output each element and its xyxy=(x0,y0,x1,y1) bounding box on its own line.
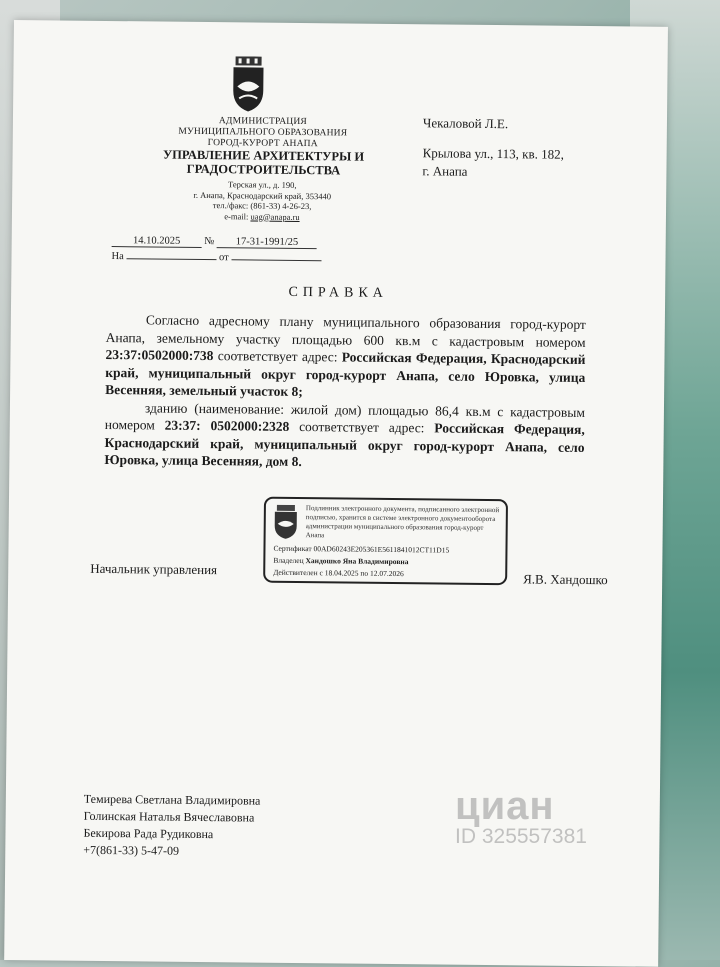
text: соответствует адрес: xyxy=(213,348,342,365)
executors-block xyxy=(83,791,260,861)
registration-date: 14.10.2025 xyxy=(112,235,202,248)
address-line: г. Анапа, Краснодарский край, 353440 xyxy=(193,189,332,201)
text: Согласно адресному плану муниципального образования город-курорт Анапа, земельному участку площадью 600 кв.м с кадастровым номером xyxy=(105,312,586,350)
cadastral-number: 23:37: 0502000:2328 xyxy=(164,417,290,434)
dept-line: УПРАВЛЕНИЕ АРХИТЕКТУРЫ И xyxy=(162,147,365,164)
document-title: СПРАВКА xyxy=(288,284,388,301)
address-text: Российская Федерация, Краснодарский край, муниципальный округ город-курорт Анапа, село Юровка, улица Весенняя, дом 8. xyxy=(104,420,585,470)
recipient-block xyxy=(422,114,564,181)
dept-line: ГРАДОСТРОИТЕЛЬСТВА xyxy=(186,161,341,178)
valid-to-label: по xyxy=(360,568,369,578)
executor-name: Темирева Светлана Владимировна xyxy=(83,791,261,808)
certificate-value: 00AD60243E205361E5611841012CT11D15 xyxy=(313,544,450,555)
executor-name: Голинская Наталья Вячеславовна xyxy=(83,808,255,825)
phone: тел./факс: (861-33) 4-26-23, xyxy=(212,200,312,212)
registration-line xyxy=(112,235,317,249)
registration-number: 17-31-1991/25 xyxy=(217,236,317,249)
valid-from: 18.04.2025 xyxy=(324,568,359,578)
email-link[interactable]: uag@anapa.ru xyxy=(250,210,300,222)
recipient-street: Крылова ул., 113, кв. 182, xyxy=(422,145,564,162)
valid-to: 12.07.2026 xyxy=(369,568,404,579)
address-text: Российская Федерация, Краснодарский край, муниципальный округ город-курорт Анапа, село Юровка, улица Весенняя, земельный участок 8; xyxy=(105,349,586,400)
validity-line xyxy=(273,568,404,578)
text: зданию (наименование: жилой дом) площадью 86,4 кв.м с кадастровым номером xyxy=(104,399,586,433)
executor-name: Бекирова Рада Рудиковна xyxy=(83,825,214,842)
signatory-name: Я.В. Хандошко xyxy=(523,571,608,588)
org-name xyxy=(143,115,383,151)
from-field xyxy=(231,259,321,261)
paragraph-land xyxy=(105,311,586,404)
certificate-line xyxy=(273,544,449,555)
watermark-brand: циан xyxy=(455,784,555,828)
recipient-name: Чекаловой Л.Е. xyxy=(422,115,509,132)
owner-value: Хандошко Яна Владимировна xyxy=(305,556,409,567)
cadastral-number: 23:37:0502000:738 xyxy=(105,346,214,364)
certificate-label: Сертификат xyxy=(273,543,312,554)
valid-label: Действителен xyxy=(273,567,318,578)
text: соответствует адрес: xyxy=(289,418,435,436)
e-signature-stamp xyxy=(263,497,508,586)
org-line: ГОРОД-КУРОРТ АНАПА xyxy=(207,138,318,150)
owner-label: Владелец xyxy=(273,555,304,566)
org-line: МУНИЦИПАЛЬНОГО ОБРАЗОВАНИЯ xyxy=(178,126,348,139)
document-body xyxy=(104,311,586,474)
address-line: Терская ул., д. 190, xyxy=(228,179,297,190)
watermark xyxy=(455,784,587,849)
paragraph-building xyxy=(104,398,585,473)
department-name xyxy=(138,147,388,178)
watermark-id: ID 325557381 xyxy=(455,825,587,848)
executor-phone: +7(861-33) 5-47-09 xyxy=(83,842,180,858)
coat-of-arms-icon xyxy=(274,505,298,539)
on-field xyxy=(126,258,216,260)
from-label: от xyxy=(218,252,229,264)
number-label: № xyxy=(204,236,215,248)
email-label: e-mail: xyxy=(224,210,249,221)
signature-note: Подлинник электронного документа, подписанного электронной подписью, хранится в системе электронного документооборота администрации муниципального образования город-курорт Анапа xyxy=(305,504,500,540)
valid-from-label: с xyxy=(319,568,323,578)
org-line: АДМИНИСТРАЦИЯ xyxy=(218,116,308,128)
on-label: На xyxy=(111,251,124,263)
coat-of-arms-icon xyxy=(231,56,266,112)
recipient-city: г. Анапа xyxy=(422,163,468,179)
owner-line xyxy=(273,556,408,566)
org-address xyxy=(142,178,382,223)
reference-line xyxy=(111,251,321,264)
email-line xyxy=(142,210,382,223)
signatory-position: Начальник управления xyxy=(90,560,218,578)
